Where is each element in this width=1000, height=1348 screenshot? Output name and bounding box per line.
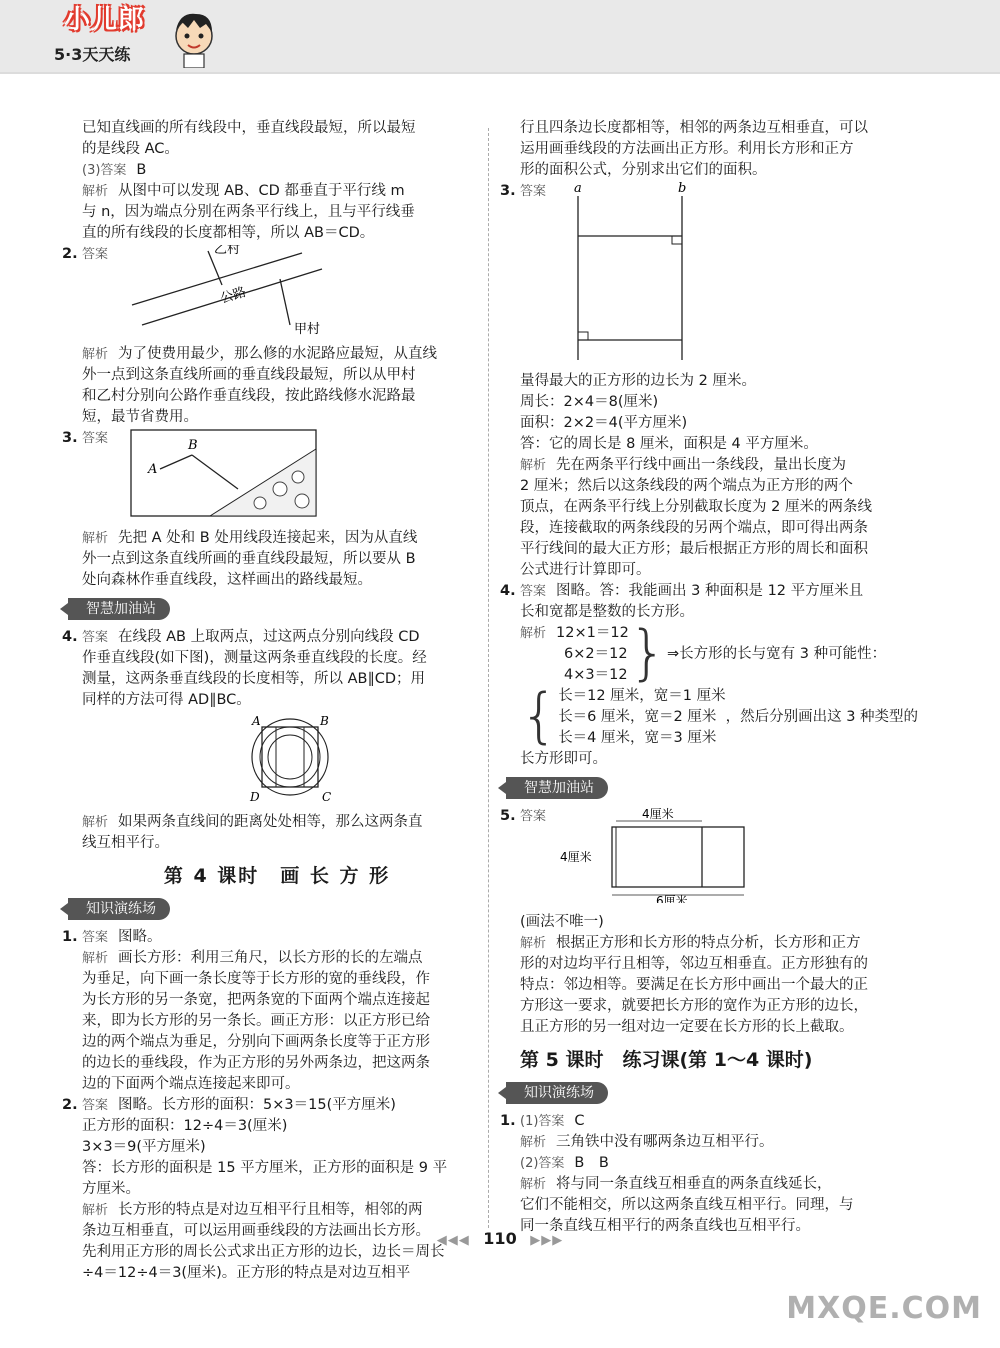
rectangle-square-figure xyxy=(560,807,760,903)
brace-icon: { xyxy=(520,681,559,751)
analysis-label: 解析 xyxy=(520,458,547,473)
text-line: 方形这一要求，就要把长方形的宽作为正方形的边长， xyxy=(520,998,868,1014)
question-number: 4. xyxy=(62,629,78,645)
question-4 xyxy=(500,581,920,602)
text-line: 先利用正方形的周长公式求出正方形的边长，边长＝周长 xyxy=(82,1244,445,1260)
text-line: 形的面积公式，分别求出它们的面积。 xyxy=(520,162,767,178)
point-b-label: B xyxy=(188,438,198,453)
text-line: 周长：2×4＝8(厘米) xyxy=(520,394,659,410)
answer-label: 答案 xyxy=(82,1098,109,1113)
answer-value: B B xyxy=(574,1155,609,1171)
text-line: 同样的方法可得 AD∥BC。 xyxy=(82,692,251,708)
text-line: (画法不唯一) xyxy=(520,914,604,930)
page-footer xyxy=(0,1228,1000,1251)
analysis-text: 画长方形：利用三角尺，以长方形的长的左端点 xyxy=(118,950,423,966)
point-a-label: A xyxy=(252,714,261,728)
analysis-line xyxy=(62,1200,492,1221)
answer-label: 答案 xyxy=(82,630,109,645)
answer-label: 答案 xyxy=(82,930,109,945)
case-conclusion: ，然后分别画出这 3 种类型的 xyxy=(725,709,919,725)
text-line: 外一点到这条直线所画的垂直线段最短，所以要从 B xyxy=(82,551,416,567)
answer-label: 答案 xyxy=(82,247,109,262)
brand-logo xyxy=(44,6,224,68)
analysis-text: 根据正方形和长方形的特点分析，长方形和正方 xyxy=(556,935,861,951)
brand-title: 小儿郎 xyxy=(64,5,146,35)
question-number: 3. xyxy=(500,183,516,199)
answer-text: 图略。答：我能画出 3 种面积是 12 平方厘米且 xyxy=(556,583,864,599)
section-banner xyxy=(58,597,492,621)
line-a-label: a xyxy=(574,182,582,196)
road-label: 公路 xyxy=(218,284,249,307)
brace-icon: } xyxy=(628,618,667,688)
analysis-label: 解析 xyxy=(520,936,547,951)
text-line: 3×3＝9(平方厘米) xyxy=(82,1139,206,1155)
case-item: 长＝6 厘米，宽＝2 厘米 xyxy=(558,709,717,725)
text-line: 正方形的面积：12÷4＝3(厘米) xyxy=(82,1118,288,1134)
answer-label: (2)答案 xyxy=(520,1156,565,1171)
case-item: 长＝12 厘米，宽＝1 厘米 xyxy=(558,688,726,704)
section-banner xyxy=(496,1081,920,1105)
text-line: 段，连接截取的两条线段的另两个端点，即可得出两条 xyxy=(520,520,868,536)
answer-label: 答案 xyxy=(520,184,547,199)
next-arrows-icon: ▶▶▶ xyxy=(530,1233,564,1248)
text-line: 边的两个端点为垂足，分别向下画两条长度等于正方形 xyxy=(82,1034,430,1050)
parallel-lines-square-figure xyxy=(566,182,726,362)
text-line: 公式进行计算即可。 xyxy=(520,562,651,578)
text-line: 形的对边均平行且相等，邻边互相垂直。正方形独有的 xyxy=(520,956,868,972)
case-block xyxy=(500,681,920,751)
analysis-label: 解析 xyxy=(82,815,109,830)
analysis-label: 解析 xyxy=(82,347,109,362)
answer-label: 答案 xyxy=(82,431,109,446)
question-number: 2. xyxy=(62,246,78,262)
section-title: 智慧加油站 xyxy=(506,777,608,799)
section-title: 智慧加油站 xyxy=(68,598,170,620)
answer-text: 图略。 xyxy=(118,929,162,945)
analysis-text: 长方形的特点是对边互相平行且相等，相邻的两 xyxy=(118,1202,423,1218)
text-line: 平行线间的最大正方形；最后根据正方形的周长和面积 xyxy=(520,541,868,557)
text-line: 边的下面两个端点连接起来即可。 xyxy=(82,1076,300,1092)
analysis-line xyxy=(500,1132,920,1153)
answer-line xyxy=(500,1153,920,1174)
analysis-line xyxy=(500,933,920,954)
equation: 4×3＝12 xyxy=(564,667,628,683)
text-line: 短，最节省费用。 xyxy=(82,409,198,425)
analysis-line xyxy=(62,812,492,833)
analysis-line xyxy=(500,1174,920,1195)
analysis-label: 解析 xyxy=(82,184,109,199)
analysis-text: 如果两条直线间的距离处处相等，那么这两条直 xyxy=(118,814,423,830)
text-line: 运用画垂线段的方法画出正方形。利用长方形和正方 xyxy=(520,141,854,157)
text-line: 已知直线画的所有线段中，垂直线段最短，所以最短 xyxy=(82,120,416,136)
text-line: ÷4＝12÷4＝3(厘米)。正方形的特点是对边互相平 xyxy=(82,1265,411,1281)
text-line: 且正方形的另一组对边一定要在长方形的长上截取。 xyxy=(520,1019,854,1035)
text-line: 长方形即可。 xyxy=(520,751,607,767)
watermark: MXQE.COM xyxy=(786,1291,982,1326)
text-line: 作垂直线段(如下图)，测量这两条垂直线段的长度。经 xyxy=(82,650,427,666)
equation: 6×2＝12 xyxy=(564,646,628,662)
text-line: 为长方形的另一条宽，把两条宽的下面两个端点连接起 xyxy=(82,992,430,1008)
text-line: 条边互相垂直，可以运用画垂线段的方法画出长方形。 xyxy=(82,1223,430,1239)
analysis-text: 先把 A 处和 B 处用线段连接起来，因为从直线 xyxy=(118,530,418,546)
analysis-line xyxy=(62,528,492,549)
analysis-line xyxy=(62,181,492,202)
lesson-title: 第 5 课时 练习课(第 1～4 课时) xyxy=(520,1049,813,1071)
equation-conclusion: ⇒长方形的长与宽有 3 种可能性： xyxy=(666,646,887,662)
analysis-line xyxy=(62,344,492,365)
point-c-label: C xyxy=(322,790,332,803)
right-column xyxy=(500,118,920,1237)
question-number: 1. xyxy=(62,929,78,945)
analysis-line xyxy=(62,948,492,969)
text-line: 量得最大的正方形的边长为 2 厘米。 xyxy=(520,373,756,389)
question-number: 5. xyxy=(500,808,516,824)
answer-label: 答案 xyxy=(520,809,547,824)
point-d-label: D xyxy=(250,790,260,803)
analysis-text: 将与同一条直线互相垂直的两条直线延长， xyxy=(556,1176,832,1192)
answer-text: 在线段 AB 上取两点，过这两点分别向线段 CD xyxy=(118,629,420,645)
arrow-icon xyxy=(58,598,78,620)
mascot-icon xyxy=(166,8,222,68)
text-line: 它们不能相交，所以这两条直线互相平行。同理，与 xyxy=(520,1197,854,1213)
text-line: 方厘米。 xyxy=(82,1181,140,1197)
analysis-label: 解析 xyxy=(82,951,109,966)
text-line: 特点：邻边相等。要满足在长方形中画出一个最大的正 xyxy=(520,977,868,993)
answer-value: C xyxy=(574,1113,585,1129)
point-a-label: A xyxy=(148,462,158,477)
text-line: 和乙村分别向公路作垂直线段，按此路线修水泥路最 xyxy=(82,388,416,404)
text-line: 测量，这两条垂直线段的长度相等，所以 AB∥CD；用 xyxy=(82,671,426,687)
analysis-label: 解析 xyxy=(82,1203,109,1218)
text-line: 线互相平行。 xyxy=(82,835,169,851)
text-line: 行且四条边长度都相等，相邻的两条边互相垂直，可以 xyxy=(520,120,868,136)
answer-value: B xyxy=(136,162,147,178)
analysis-text: 从图中可以发现 AB、CD 都垂直于平行线 m xyxy=(118,183,405,199)
text-line: 为垂足，向下画一条长度等于长方形的宽的垂线段，作 xyxy=(82,971,430,987)
arrow-icon xyxy=(58,898,78,920)
forest-path-figure xyxy=(130,429,330,519)
section-banner xyxy=(496,776,920,800)
answer-text: 图略。长方形的面积：5×3＝15(平方厘米) xyxy=(118,1097,396,1113)
question-4 xyxy=(62,627,492,648)
text-line: 直的所有线段的长度都相等，所以 AB＝CD。 xyxy=(82,225,375,241)
text-line: 的是线段 AC。 xyxy=(82,141,179,157)
question-1 xyxy=(62,927,492,948)
text-line: 顶点，在两条平行线上分别截取长度为 2 厘米的两条线 xyxy=(520,499,872,515)
series-title: 5·3天天练 xyxy=(54,45,131,64)
left-dimension: 4厘米 xyxy=(560,850,592,864)
question-2 xyxy=(62,1095,492,1116)
analysis-text: 先在两条平行线中画出一条线段，量出长度为 xyxy=(556,457,847,473)
line-b-label: b xyxy=(678,182,687,196)
text-line: 同一条直线互相平行的两条直线也互相平行。 xyxy=(520,1218,810,1234)
answer-label: 答案 xyxy=(520,584,547,599)
text-line: 长和宽都是整数的长方形。 xyxy=(520,604,694,620)
analysis-label: 解析 xyxy=(520,626,547,641)
analysis-label: 解析 xyxy=(82,531,109,546)
question-number: 4. xyxy=(500,583,516,599)
village-b-label: 乙村 xyxy=(214,245,241,257)
top-dimension: 4厘米 xyxy=(642,807,674,821)
question-1 xyxy=(500,1111,920,1132)
arrow-icon xyxy=(496,1082,516,1104)
analysis-text: 为了使费用最少，那么修的水泥路应最短，从直线 xyxy=(118,346,438,362)
question-number: 1. xyxy=(500,1113,516,1129)
equation-list xyxy=(556,623,629,686)
section-title: 知识演练场 xyxy=(506,1082,608,1104)
lesson-title: 第 4 课时 画 长 方 形 xyxy=(163,865,391,887)
text-line: 答：长方形的面积是 15 平方厘米，正方形的面积是 9 平 xyxy=(82,1160,448,1176)
answer-line xyxy=(62,160,492,181)
text-line: 来，即为长方形的另一条长。画正方形：以正方形已给 xyxy=(82,1013,430,1029)
village-a-label: 甲村 xyxy=(294,322,321,335)
section-banner xyxy=(58,897,492,921)
square-circle-figure xyxy=(230,713,350,803)
text-line: 与 n，因为端点分别在两条平行线上，且与平行线垂 xyxy=(82,204,415,220)
bottom-dimension: 6厘米 xyxy=(656,894,688,903)
text-line: 外一点到这条直线所画的垂直线段最短，所以从甲村 xyxy=(82,367,416,383)
text-line: 的边长的垂线段，作为正方形的另外两条边，把这两条 xyxy=(82,1055,430,1071)
prev-arrows-icon: ◀◀◀ xyxy=(436,1233,470,1248)
road-village-figure xyxy=(122,245,362,335)
case-item: 长＝4 厘米，宽＝3 厘米 xyxy=(558,730,717,746)
equation-block xyxy=(500,618,920,688)
question-number: 2. xyxy=(62,1097,78,1113)
text-line: 面积：2×2＝4(平方厘米) xyxy=(520,415,688,431)
analysis-text: 三角铁中没有哪两条边互相平行。 xyxy=(556,1134,774,1150)
point-b-label: B xyxy=(320,714,329,728)
question-number: 3. xyxy=(62,430,78,446)
text-line: 2 厘米；然后以这条线段的两个端点为正方形的两个 xyxy=(520,478,853,494)
left-column xyxy=(62,118,492,1284)
page-number: 110 xyxy=(483,1229,517,1248)
equation: 12×1＝12 xyxy=(556,625,629,641)
answer-label: (3)答案 xyxy=(82,163,127,178)
analysis-label: 解析 xyxy=(520,1177,547,1192)
page-header xyxy=(0,0,1000,74)
analysis-label: 解析 xyxy=(520,1135,547,1150)
text-line: 答：它的周长是 8 厘米，面积是 4 平方厘米。 xyxy=(520,436,818,452)
analysis-line xyxy=(500,455,920,476)
case-list xyxy=(558,686,725,749)
arrow-icon xyxy=(496,777,516,799)
answer-label: (1)答案 xyxy=(520,1114,565,1129)
text-line: 处向森林作垂直线段，这样画出的路线最短。 xyxy=(82,572,372,588)
section-title: 知识演练场 xyxy=(68,898,170,920)
